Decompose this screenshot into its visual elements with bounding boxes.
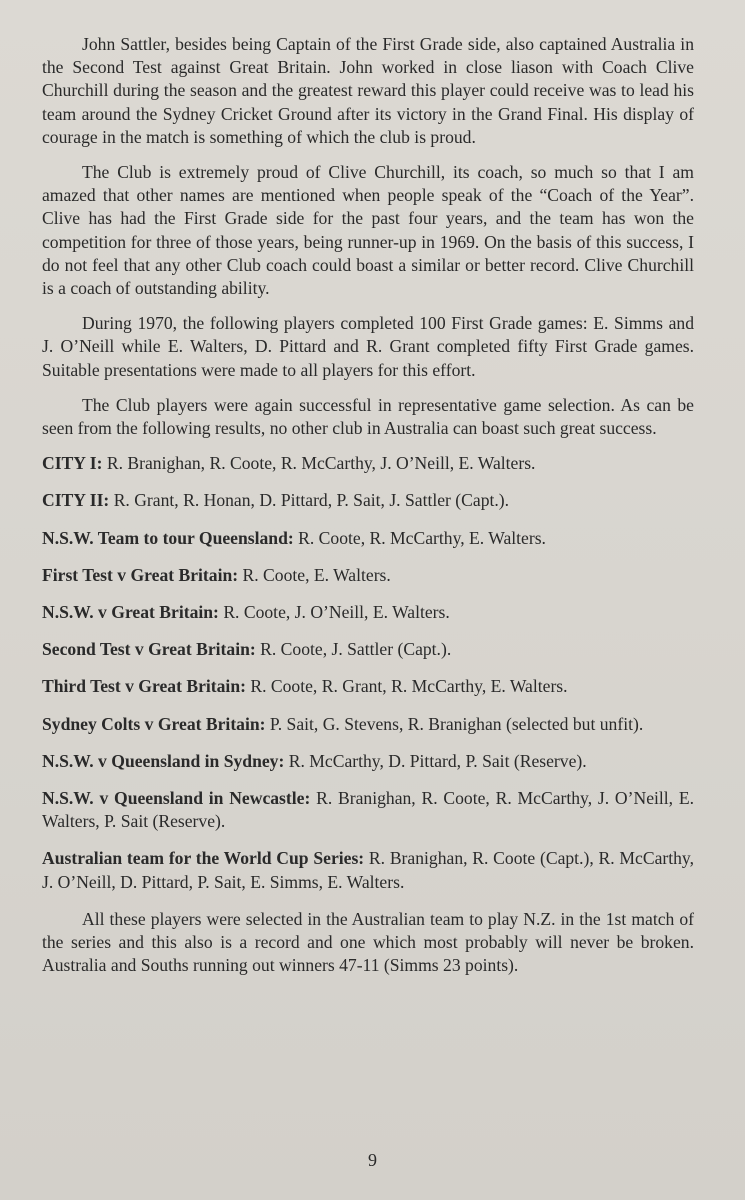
selection-players: R. Coote, R. McCarthy, E. Walters.	[293, 527, 546, 548]
selection-players: R. Branighan, R. Coote, R. McCarthy, J. O’Neill, E. Walters.	[102, 453, 536, 474]
selection-world-cup	[42, 847, 694, 893]
selection-sydney-colts	[42, 713, 694, 736]
selection-label: N.S.W. Team to tour Queensland:	[42, 527, 294, 548]
selection-players: R. Coote, E. Walters.	[238, 564, 391, 585]
selection-label: Sydney Colts v Great Britain:	[42, 713, 266, 734]
selection-label: N.S.W. v Queensland in Sydney:	[42, 750, 285, 771]
selection-players: R. McCarthy, D. Pittard, P. Sait (Reserve).	[284, 750, 587, 771]
selection-label: Second Test v Great Britain:	[42, 639, 256, 660]
selection-city-1	[42, 452, 694, 475]
selection-nsw-v-gb	[42, 601, 694, 624]
selection-players: R. Branighan, R. Coote (Capt.), R. McCarthy, J. O’Neill, D. Pittard, P. Sait, E. Simms, E. Walters.	[42, 848, 694, 892]
selection-label: N.S.W. v Queensland in Newcastle:	[42, 788, 311, 809]
paragraph-representative: The Club players were again successful in representative game selection. As can be seen from the following results, no other club in Australia can boast such great success.	[42, 394, 694, 439]
page-body	[42, 33, 694, 990]
selection-second-test	[42, 638, 694, 661]
paragraph-milestones: During 1970, the following players completed 100 First Grade games: E. Simms and J. O’Neill while E. Walters, D. Pittard and R. Grant completed fifty First Grade games. Suitable presentations were made to all players for this effort.	[42, 313, 694, 380]
selection-players: R. Grant, R. Honan, D. Pittard, P. Sait, J. Sattler (Capt.).	[109, 490, 510, 511]
page-number: 9	[368, 1150, 377, 1170]
selection-players: R. Coote, R. Grant, R. McCarthy, E. Walters.	[245, 676, 568, 697]
paragraph-churchill: The Club is extremely proud of Clive Churchill, its coach, so much so that I am amazed that other names are mentioned when people speak of the “Coach of the Year”. Clive has had the First Grade side for the past four years, and the team has won the competition for three of those years, being runner-up in 1969. On the basis of this success, I do not feel that any other Club coach could boast a similar or better record. Clive Churchill is a coach of outstanding ability.	[42, 162, 694, 299]
selection-nsw-qld-sydney	[42, 750, 694, 773]
selection-label: First Test v Great Britain:	[42, 564, 239, 585]
selection-players: P. Sait, G. Stevens, R. Branighan (selected but unfit).	[265, 713, 644, 734]
selection-players: R. Branighan, R. Coote, R. McCarthy, J. O’Neill, E. Walters, P. Sait (Reserve).	[42, 788, 694, 832]
selection-label: CITY II:	[42, 490, 110, 511]
selection-label: N.S.W. v Great Britain:	[42, 602, 219, 623]
selection-first-test	[42, 564, 694, 587]
selection-players: R. Coote, J. O’Neill, E. Walters.	[218, 602, 450, 623]
selection-city-2	[42, 489, 694, 512]
selection-nsw-qld-newcastle	[42, 787, 694, 833]
selection-players: R. Coote, J. Sattler (Capt.).	[255, 639, 452, 660]
selection-label: CITY I:	[42, 453, 103, 474]
selection-third-test	[42, 675, 694, 698]
paragraph-sattler: John Sattler, besides being Captain of the First Grade side, also captained Australia in the Second Test against Great Britain. John worked in close liason with Coach Clive Churchill during the season and the greatest reward this player could receive was to lead his team around the Sydney Cricket Ground after its victory in the Grand Final. His display of courage in the match is something of which the club is proud.	[42, 34, 694, 147]
selection-label: Third Test v Great Britain:	[42, 676, 246, 697]
selection-label: Australian team for the World Cup Series:	[42, 848, 365, 869]
paragraph-closing: All these players were selected in the Australian team to play N.Z. in the 1st match of the series and this also is a record and one which most probably will never be broken. Australia and Souths running out winners 47-11 (Simms 23 points).	[42, 908, 694, 976]
selection-nsw-tour-queensland	[42, 527, 694, 550]
